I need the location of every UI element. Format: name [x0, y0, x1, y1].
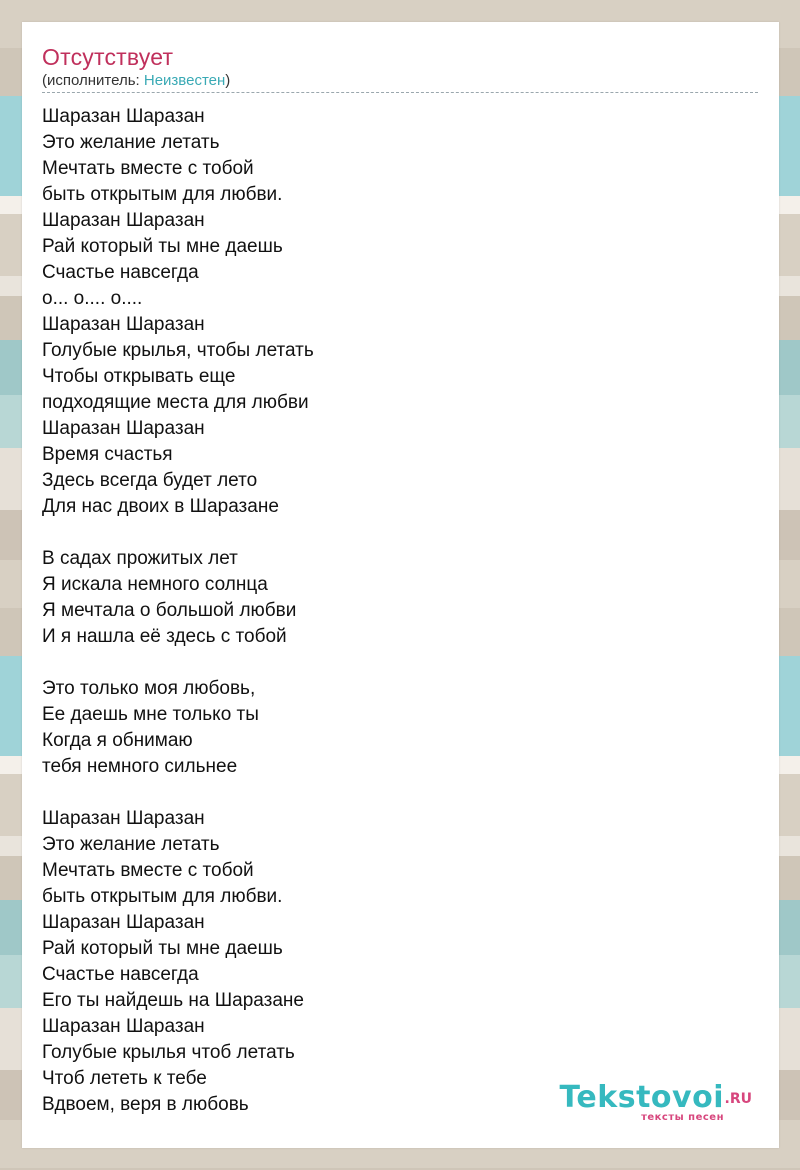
- lyrics-line: Шаразан Шаразан: [42, 106, 205, 127]
- lyrics-line: Счастье навсегда: [42, 964, 199, 985]
- artist-link[interactable]: Неизвестен: [143, 72, 226, 89]
- lyrics-card: [22, 22, 779, 1148]
- lyrics-blank-line: [42, 780, 758, 806]
- lyrics-line: о... о.... о....: [42, 288, 143, 309]
- lyrics-blank-line: [42, 650, 758, 676]
- lyrics-line: Когда я обнимаю: [42, 730, 193, 751]
- lyrics-line: Время счастья: [42, 444, 173, 465]
- lyrics-line: Здесь всегда будет лето: [42, 470, 258, 491]
- lyrics-line: Чтоб лететь к тебе: [42, 1068, 207, 1089]
- lyrics-line: Его ты найдешь на Шаразане: [42, 990, 304, 1011]
- lyrics-line: тебя немного сильнее: [42, 756, 238, 777]
- lyrics-line: Шаразан Шаразан: [42, 210, 205, 231]
- logo-name: Tekstovoi: [559, 1080, 724, 1115]
- artist-line: [42, 72, 230, 90]
- logo-tld: .RU: [724, 1091, 752, 1107]
- lyrics-line: Я искала немного солнца: [42, 574, 268, 595]
- lyrics-line: быть открытым для любви.: [42, 886, 283, 907]
- lyrics-line: В садах прожитых лет: [42, 548, 238, 569]
- lyrics-text: [42, 104, 758, 1118]
- lyrics-line: Голубые крылья чтоб летать: [42, 1042, 295, 1063]
- lyrics-line: Мечтать вместе с тобой: [42, 860, 254, 881]
- lyrics-line: быть открытым для любви.: [42, 184, 283, 205]
- lyrics-line: Шаразан Шаразан: [42, 418, 205, 439]
- lyrics-line: Мечтать вместе с тобой: [42, 158, 254, 179]
- lyrics-line: Счастье навсегда: [42, 262, 199, 283]
- lyrics-line: Вдвоем, веря в любовь: [42, 1094, 249, 1115]
- artist-prefix: (исполнитель:: [42, 72, 144, 89]
- lyrics-line: Шаразан Шаразан: [42, 314, 205, 335]
- lyrics-line: Ее даешь мне только ты: [42, 704, 259, 725]
- song-title: Отсутствует: [42, 44, 174, 70]
- lyrics-line: Это желание летать: [42, 834, 220, 855]
- lyrics-line: Шаразан Шаразан: [42, 912, 205, 933]
- lyrics-line: Это только моя любовь,: [42, 678, 256, 699]
- lyrics-line: И я нашла её здесь с тобой: [42, 626, 287, 647]
- site-logo[interactable]: [542, 1082, 752, 1128]
- lyrics-line: подходящие места для любви: [42, 392, 309, 413]
- lyrics-line: Рай который ты мне даешь: [42, 236, 283, 257]
- lyrics-line: Я мечтала о большой любви: [42, 600, 297, 621]
- lyrics-line: Голубые крылья, чтобы летать: [42, 340, 314, 361]
- logo-tagline: тексты песен: [641, 1112, 724, 1123]
- lyrics-line: Это желание летать: [42, 132, 220, 153]
- lyrics-line: Шаразан Шаразан: [42, 1016, 205, 1037]
- lyrics-line: Шаразан Шаразан: [42, 808, 205, 829]
- artist-suffix: ): [225, 72, 231, 89]
- lyrics-blank-line: [42, 520, 758, 546]
- lyrics-line: Для нас двоих в Шаразане: [42, 496, 279, 517]
- dashed-divider: [42, 92, 758, 93]
- lyrics-line: Чтобы открывать еще: [42, 366, 236, 387]
- lyrics-line: Рай который ты мне даешь: [42, 938, 283, 959]
